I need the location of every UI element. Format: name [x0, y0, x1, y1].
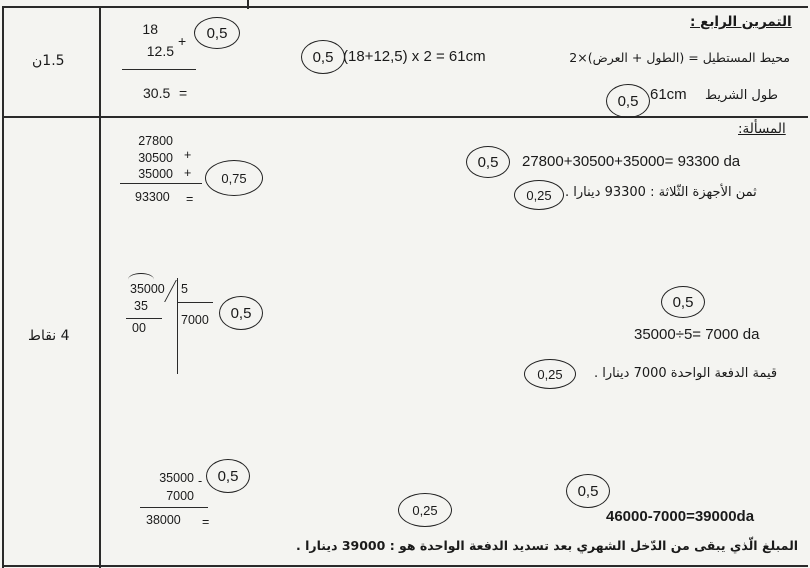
- div-arc: [128, 273, 154, 286]
- add2-c: 35000: [138, 167, 173, 181]
- div-text-points-oval: 0,25: [524, 359, 576, 389]
- add1-a: 18: [142, 21, 158, 37]
- div-dividend: 35000: [130, 282, 165, 296]
- sub-mid-points-oval: 0,25: [398, 493, 452, 527]
- frame-left: [2, 6, 4, 568]
- sum-text-points-oval: 0,25: [514, 180, 564, 210]
- add1-points-oval: 0,5: [194, 17, 240, 49]
- strip-value: 61cm: [650, 86, 687, 103]
- perimeter-calc: (18+12,5) x 2 = 61cm: [343, 48, 486, 65]
- add1-rule: [122, 69, 196, 70]
- add2-a: 27800: [138, 134, 173, 148]
- sum-points-oval: 0,5: [466, 146, 510, 178]
- div-points-oval: 0,5: [661, 286, 705, 318]
- add1-result: 30.5: [143, 85, 171, 101]
- sub-op: -: [198, 474, 203, 488]
- frame-top: [2, 6, 808, 8]
- div-step-rule: [126, 318, 162, 319]
- div-step1: 35: [134, 299, 148, 313]
- score-row2: 4 نقاط: [28, 328, 70, 344]
- div-work-points-oval: 0,5: [219, 296, 263, 330]
- frame-bottom: [2, 565, 808, 567]
- div-calc: 35000÷5= 7000 da: [634, 326, 760, 343]
- div-horizontal: [177, 302, 213, 303]
- add1-eq: =: [179, 85, 188, 101]
- add2-op1: +: [184, 148, 192, 162]
- sub-eq: =: [202, 515, 210, 529]
- section2-title: المسألة:: [738, 121, 786, 137]
- score-row1: 1.5ن: [32, 53, 65, 69]
- add2-rule: [120, 183, 202, 184]
- sum-text: ثمن الأجهزة الثّلاثة : 93300 دينارا .: [565, 185, 757, 200]
- row-divider: [2, 116, 808, 118]
- column-divider-2: [247, 0, 249, 9]
- sub-b: 7000: [166, 489, 194, 503]
- div-slash-mark: [164, 280, 197, 302]
- section1-title: التمرين الرابع :: [690, 14, 792, 30]
- add1-op: +: [178, 33, 187, 49]
- sub-points-oval: 0,5: [566, 474, 610, 508]
- sub-calc: 46000-7000=39000da: [606, 508, 755, 525]
- div-quotient: 7000: [181, 313, 209, 327]
- add2-op2: +: [184, 166, 192, 180]
- sub-rule: [140, 507, 208, 508]
- perimeter-points-oval: 0,5: [301, 40, 345, 74]
- final-text: المبلغ الّذي يبقى من الدّخل الشهري بعد تسديد الدفعة الواحدة هو : 39000 دينارا .: [296, 538, 799, 553]
- div-step2: 00: [132, 321, 146, 335]
- add2-eq: =: [186, 192, 194, 206]
- div-divisor: 5: [181, 282, 188, 296]
- sub-result: 38000: [146, 513, 181, 527]
- strip-label: طول الشريط: [705, 88, 778, 103]
- add2-points-oval: 0,75: [205, 160, 263, 196]
- add2-b: 30500: [138, 151, 173, 165]
- div-text: قيمة الدفعة الواحدة 7000 دينارا .: [594, 366, 778, 381]
- sum-calc: 27800+30500+35000= 93300 da: [522, 153, 741, 170]
- add1-b: 12.5: [146, 43, 174, 59]
- column-divider-1: [99, 6, 101, 568]
- sub-a: 35000: [159, 471, 194, 485]
- strip-points-oval: 0,5: [606, 84, 650, 118]
- sub-work-points-oval: 0,5: [206, 459, 250, 493]
- perimeter-formula: محيط المستطيل = (الطول + العرض)×2: [569, 50, 790, 65]
- add2-result: 93300: [135, 190, 170, 204]
